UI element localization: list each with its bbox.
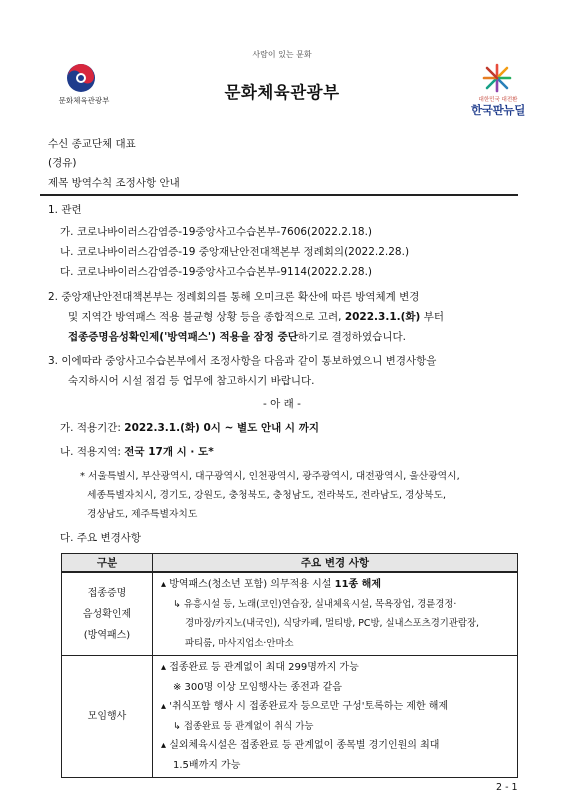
table-header-row (62, 554, 518, 573)
subject: 제목 방역수칙 조정사항 안내 (48, 177, 180, 189)
section1-heading: 1. 관련 (48, 204, 82, 216)
recipient: 수신 종교단체 대표 (48, 138, 136, 150)
section1-item-b: 나. 코로나바이러스감염증-19 중앙재난안전대책본부 정례회의(2022.2.28.) (60, 246, 410, 258)
section2-line1: 2. 중앙재난안전대책본부는 정례회의를 통해 오미크론 확산에 따른 방역체계 변경 (48, 291, 420, 303)
category-line: 음성확인제 (82, 608, 132, 620)
category-cell (62, 572, 153, 656)
change-subitem: ↳ 유흥시설 등, 노래(코인)연습장, 실내체육시설, 목욕장업, 경륜경정· (173, 598, 457, 610)
change-subitem: 경마장/카지노(내국인), 식당카페, 멀티방, PC방, 실내스포츠경기관람장, (185, 618, 480, 629)
changes-table (61, 553, 518, 778)
change-item: ▴ '취식포함 행사 시 접종완료자 등으로만 구성'토록하는 제한 해제 (161, 701, 449, 712)
region-list-line2: 세종특별자치시, 경기도, 강원도, 충청북도, 충청남도, 전라북도, 전라남도, 경상북도, (87, 490, 447, 501)
below-heading: - 아 래 - (263, 398, 301, 410)
ministry-name: 문화체육관광부 (58, 96, 110, 105)
divider (40, 194, 518, 196)
column-header-changes: 주요 변경 사항 (153, 554, 518, 573)
section3-line2: 숙지하시어 시설 점검 등 업무에 참고하시기 바랍니다. (68, 375, 315, 387)
region-list-line1: * 서울특별시, 부산광역시, 대구광역시, 인천광역시, 광주광역시, 대전광역시, 울산광역시, (80, 471, 460, 482)
section1-item-c: 다. 코로나바이러스감염증-19중앙사고수습본부-9114(2022.2.28.) (60, 266, 373, 278)
changes-heading: 다. 주요 변경사항 (60, 532, 142, 544)
apply-region: 나. 적용지역: 전국 17개 시 · 도* (60, 446, 214, 458)
section2-line2: 및 지역간 방역패스 적용 불균형 상황 등을 종합적으로 고려, 2022.3.1.(화) 부터 (68, 311, 444, 323)
change-item: ▴ 접종완료 등 관계없이 최대 299명까지 가능 (161, 662, 359, 673)
page-number: 2 - 1 (496, 782, 518, 793)
region-list-line3: 경상남도, 제주특별자치도 (87, 509, 198, 520)
apply-period: 가. 적용기간: 2022.3.1.(화) 0시 ~ 별도 안내 시 까지 (60, 422, 319, 434)
table-row (62, 572, 518, 656)
new-deal-logo (460, 63, 536, 115)
changes-cell (153, 656, 518, 778)
column-header-category: 구분 (62, 554, 153, 573)
change-note: ※ 300명 이상 모임행사는 종전과 같음 (173, 681, 342, 693)
changes-cell (153, 572, 518, 656)
change-subitem: ↳ 접종완료 등 관계없이 취식 가능 (173, 720, 314, 732)
section3-line1: 3. 이에따라 중앙사고수습본부에서 조정사항을 다음과 같이 통보하였으니 변경사항을 (48, 355, 437, 367)
category-line: 접종증명 (87, 587, 127, 599)
category-line: (방역패스) (83, 629, 131, 641)
section2-line3: 접종증명음성확인제('방역패스') 적용을 잠정 중단하기로 결정하였습니다. (68, 331, 406, 343)
change-item: ▴ 방역패스(청소년 포함) 의무적용 시설 11종 해제 (161, 579, 382, 590)
change-subitem: 파티룸, 마사지업소·안마소 (185, 637, 294, 649)
via: (경유) (48, 157, 77, 169)
new-deal-name: 한국판뉴딜 (470, 103, 526, 117)
slogan: 사람이 있는 문화 (252, 50, 312, 59)
change-item-cont: 1.5배까지 가능 (173, 759, 241, 771)
section1-item-a: 가. 코로나바이러스감염증-19중앙사고수습본부-7606(2022.2.18.) (60, 226, 373, 238)
table-row (62, 656, 518, 778)
burst-icon (482, 63, 512, 93)
category-cell: 모임행사 (62, 656, 153, 778)
change-item: ▴ 실외체육시설은 접종완료 등 관계없이 종목별 경기인원의 최대 (161, 740, 440, 751)
document-title: 문화체육관광부 (224, 83, 340, 102)
new-deal-tagline: 대한민국 대전환 (478, 97, 518, 103)
